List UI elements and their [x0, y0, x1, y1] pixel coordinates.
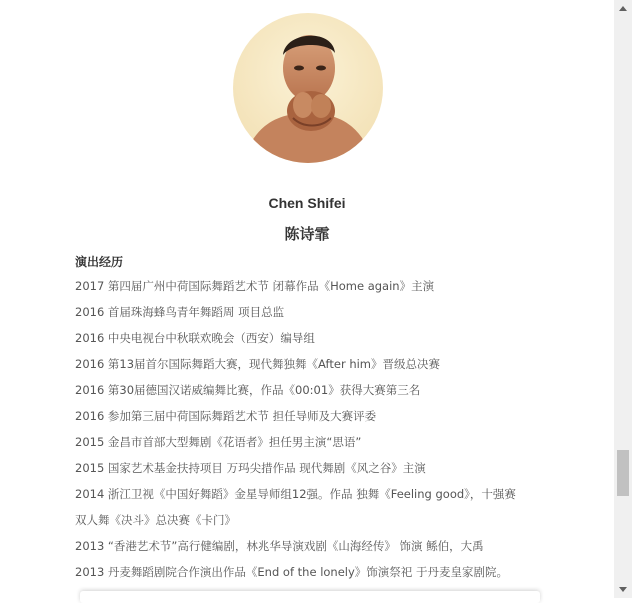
list-item: 2016 参加第三届中荷国际舞蹈艺术节 担任导师及大赛评委 — [75, 409, 377, 423]
next-card-edge — [80, 591, 540, 603]
performance-history-list — [75, 278, 516, 590]
dancer-portrait-icon — [233, 13, 383, 163]
list-item: 2017 第四届广州中荷国际舞蹈艺术节 闭幕作品《Home again》主演 — [75, 279, 435, 293]
scroll-up-arrow-icon[interactable] — [614, 0, 632, 17]
list-item: 2015 金昌市首部大型舞剧《花语者》担任男主演“思语” — [75, 435, 362, 449]
artist-name-english: Chen Shifei — [268, 195, 346, 211]
list-item: 2016 第13届首尔国际舞蹈大赛，现代舞独舞《After him》晋级总决赛 — [75, 357, 441, 371]
section-title: 演出经历 — [75, 255, 124, 269]
vertical-scrollbar[interactable] — [614, 0, 632, 598]
avatar — [233, 13, 383, 163]
list-item: 2016 第30届德国汉诺威编舞比赛，作品《00:01》获得大赛第三名 — [75, 383, 421, 397]
list-item: 2016 首届珠海蜂鸟青年舞蹈周 项目总监 — [75, 305, 285, 319]
list-item: 双人舞《决斗》总决赛《卡门》 — [75, 513, 236, 527]
list-item: 2013 丹麦舞蹈剧院合作演出作品《End of the lonely》饰演祭祀 于丹麦皇家剧院。 — [75, 565, 508, 579]
list-item: 2016 中央电视台中秋联欢晚会（西安）编导组 — [75, 331, 315, 345]
list-item: 2013 “香港艺术节”高行健编剧，林兆华导演戏剧《山海经传》 饰演 鲧伯，大禹 — [75, 539, 484, 553]
scroll-down-arrow-icon[interactable] — [614, 581, 632, 598]
scrollbar-thumb[interactable] — [617, 450, 629, 496]
artist-name-chinese: 陈诗霏 — [284, 225, 330, 243]
list-item: 2014 浙江卫视《中国好舞蹈》金星导师组12强。作品 独舞《Feeling good》，十强赛 — [75, 487, 516, 501]
list-item: 2015 国家艺术基金扶持项目 万玛尖措作品 现代舞剧《风之谷》主演 — [75, 461, 426, 475]
